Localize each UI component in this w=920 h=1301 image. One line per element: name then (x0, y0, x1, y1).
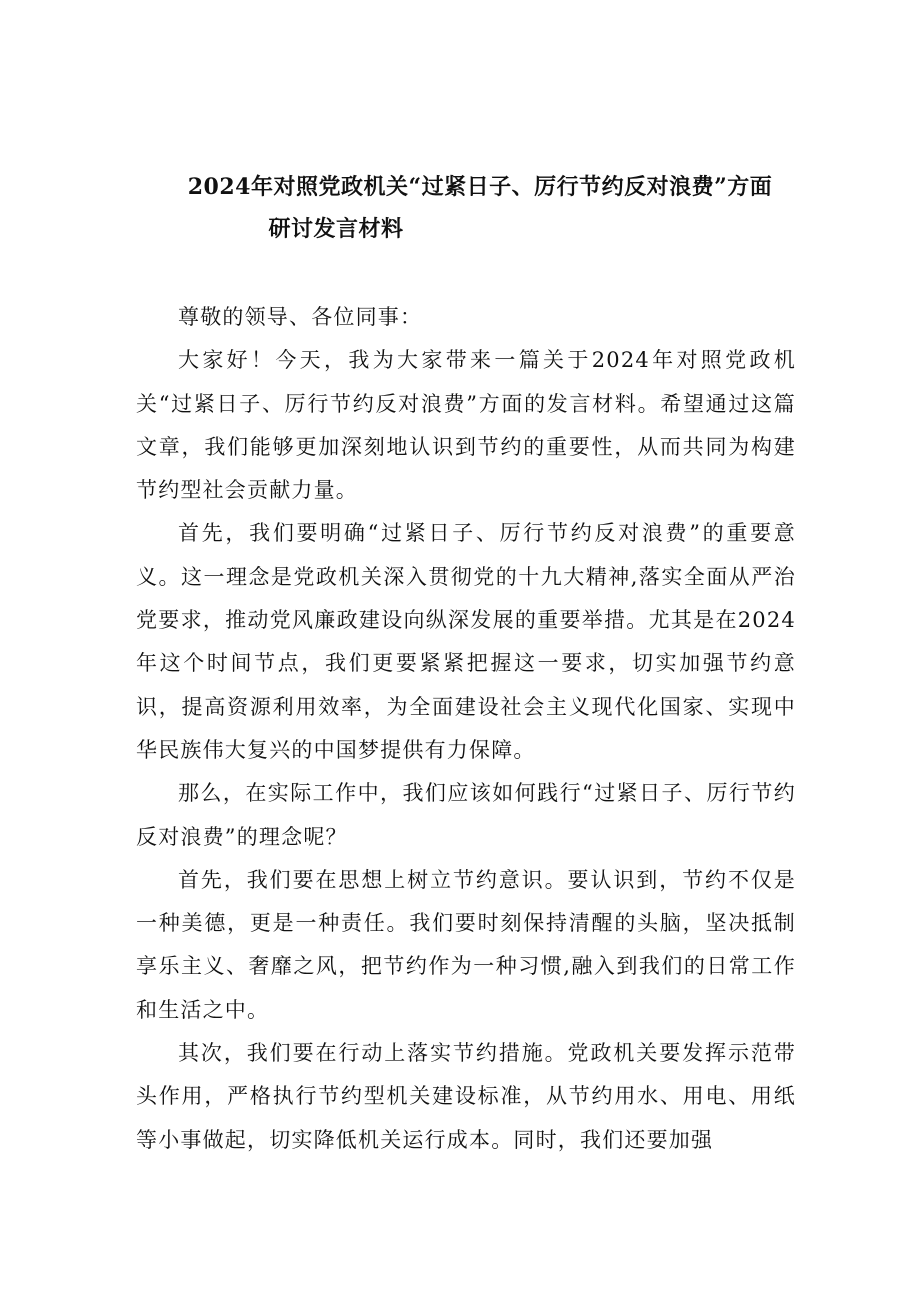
document-body (136, 296, 796, 1162)
body-paragraph: 首先，我们要明确“过紧日子、厉行节约反对浪费”的重要意义。这一理念是党政机关深入贯彻党的十九大精神,落实全面从严治党要求，推动党风廉政建设向纵深发展的重要举措。尤其是在2024年这个时间节点，我们更要紧紧把握这一要求，切实加强节约意识，提高资源利用效率，为全面建设社会主义现代化国家、实现中华民族伟大复兴的中国梦提供有力保障。 (136, 521, 796, 762)
body-paragraph: 大家好！今天，我为大家带来一篇关于2024年对照党政机关“过紧日子、厉行节约反对浪费”方面的发言材料。希望通过这篇文章，我们能够更加深刻地认识到节约的重要性，从而共同为构建节约型社会贡献力量。 (136, 348, 796, 503)
body-paragraph: 其次，我们要在行动上落实节约措施。党政机关要发挥示范带头作用，严格执行节约型机关建设标准，从节约用水、用电、用纸等小事做起，切实降低机关运行成本。同时，我们还要加强 (136, 1041, 796, 1152)
body-paragraph: 首先，我们要在思想上树立节约意识。要认识到，节约不仅是一种美德，更是一种责任。我们要时刻保持清醒的头脑，坚决抵制享乐主义、奢靡之风，把节约作为一种习惯,融入到我们的日常工作和生活之中。 (136, 867, 796, 1022)
salutation-paragraph: 尊敬的领导、各位同事： (178, 305, 423, 329)
document-title-line-1: 2024年对照党政机关“过紧日子、厉行节约反对浪费”方面 (187, 174, 773, 200)
document-title-line-2: 研讨发言材料 (268, 216, 404, 242)
body-paragraph: 那么，在实际工作中，我们应该如何践行“过紧日子、厉行节约反对浪费”的理念呢？ (136, 781, 796, 849)
